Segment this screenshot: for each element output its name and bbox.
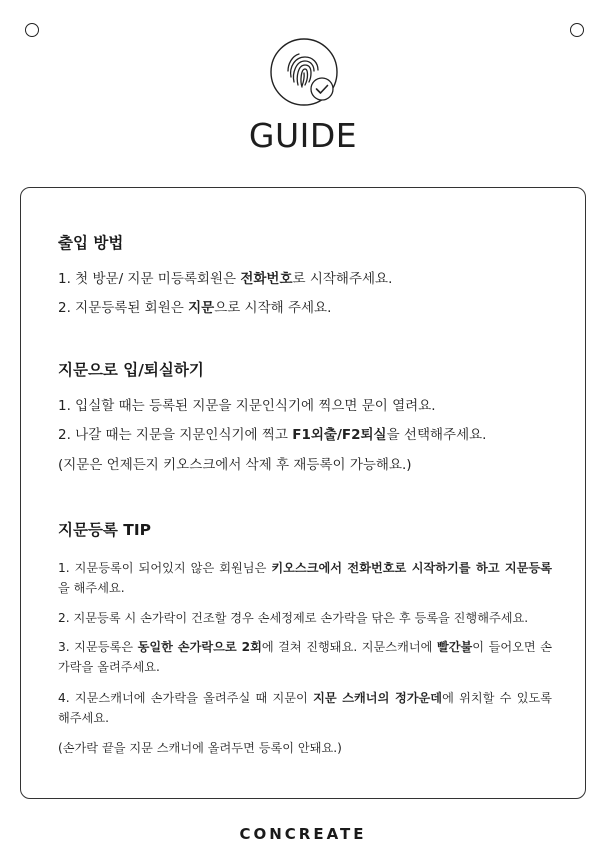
section-fingerprint-entry-exit — [58, 358, 552, 380]
tip-2: 2. 지문등록 시 손가락이 건조할 경우 손세정제로 손가락을 닦은 후 등록을 진행해주세요. — [58, 611, 529, 625]
emphasis: 키오스크에서 전화번호로 시작하기를 하고 지문등록 — [271, 561, 552, 575]
emphasis: F1외출/F2퇴실 — [292, 427, 387, 443]
fingerprint-step-2 — [58, 425, 552, 445]
text: 으로 시작해 주세요. — [214, 300, 332, 316]
tip-4 — [58, 688, 552, 728]
section-heading: 지문으로 입/퇴실하기 — [58, 361, 204, 379]
punch-hole-left-icon — [25, 23, 39, 37]
text: 2. 지문등록된 회원은 — [58, 300, 189, 316]
text: 로 시작해주세요. — [292, 271, 393, 287]
text: 에 위치할 수 있도록 해주세요. — [58, 691, 553, 725]
section-registration-tip — [58, 518, 552, 540]
text: 2. 나갈 때는 지문을 지문인식기에 찍고 — [58, 427, 293, 443]
text: 이 들어오면 손가락을 올려주세요. — [58, 640, 552, 674]
emphasis: 지문 스캐너의 정가운데 — [313, 691, 443, 705]
section-entry-method — [58, 231, 552, 253]
fingerprint-check-icon — [269, 37, 339, 107]
brand-logo: CONCREATE — [239, 825, 367, 843]
tip-note: (손가락 끝을 지문 스캐너에 올려두면 등록이 안돼요.) — [58, 741, 342, 755]
text: 에 걸쳐 진행돼요. 지문스캐너에 — [261, 640, 437, 654]
text: 을 선택해주세요. — [386, 427, 487, 443]
text: 을 해주세요. — [58, 581, 125, 595]
fingerprint-step-1: 1. 입실할 때는 등록된 지문을 지문인식기에 찍으면 문이 열려요. — [58, 398, 436, 414]
entry-step-2 — [58, 298, 552, 318]
section-heading: 지문등록 TIP — [58, 521, 151, 539]
entry-step-1 — [58, 269, 552, 289]
text: 1. 지문등록이 되어있지 않은 회원님은 — [58, 561, 272, 575]
emphasis: 빨간불 — [436, 640, 473, 654]
text: 1. 첫 방문/ 지문 미등록회원은 — [58, 271, 241, 287]
emphasis: 동일한 손가락으로 2회 — [137, 640, 262, 654]
tip-3 — [58, 637, 552, 677]
text: 4. 지문스캐너에 손가락을 올려주실 때 지문이 — [58, 691, 314, 705]
fingerprint-note: (지문은 언제든지 키오스크에서 삭제 후 재등록이 가능해요.) — [58, 457, 412, 473]
page-title: GUIDE — [248, 116, 358, 155]
tip-1 — [58, 558, 552, 598]
emphasis: 지문 — [188, 300, 215, 316]
section-heading: 출입 방법 — [58, 234, 124, 252]
text: 3. 지문등록은 — [58, 640, 138, 654]
emphasis: 전화번호 — [240, 271, 293, 287]
punch-hole-right-icon — [570, 23, 584, 37]
